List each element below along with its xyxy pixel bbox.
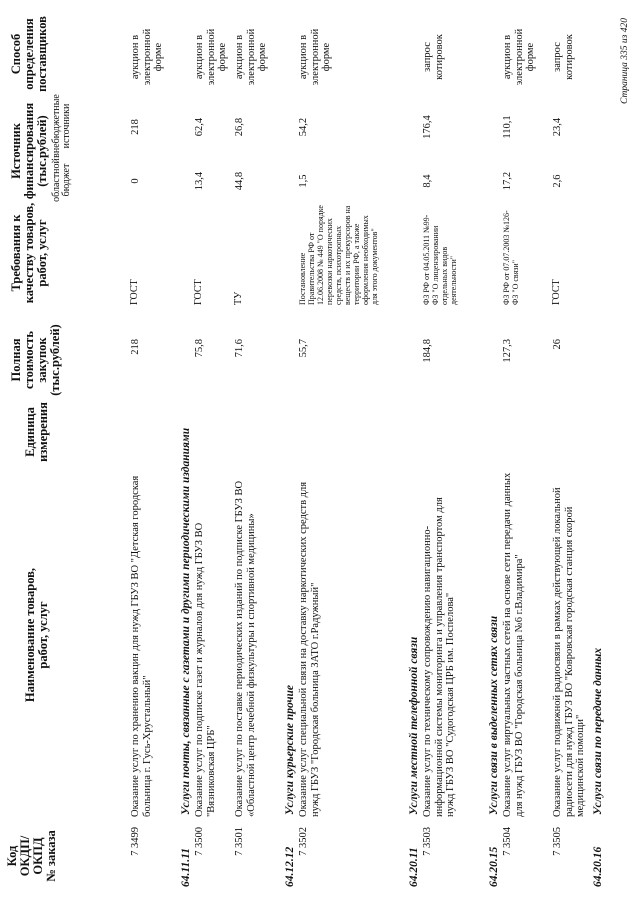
header-regional-line: областной: [51, 158, 62, 202]
header-code-line: ОКПД: [31, 837, 45, 875]
header-extra-line: внебюджетные: [51, 94, 62, 158]
header-name: [24, 505, 50, 765]
section-heading: [488, 616, 500, 887]
header-code: [6, 821, 58, 891]
item-name: Оказание услуг подвижной радиосвязи в рамках действующей локальной радиосети для нужд ГБУЗ ВО "Ковровская городская станция скорой медицинской помощи": [552, 487, 586, 817]
header-unit: [24, 399, 50, 465]
section-heading: [284, 685, 296, 887]
header-cost-line: (тыс.рублей): [48, 324, 62, 396]
regional-budget: 44,8: [234, 171, 245, 191]
section-title: Услуги почты, связанные с газетами и другими периодическими изданиями: [180, 427, 192, 815]
regional-budget: 1,5: [298, 174, 309, 188]
total-cost: 55,7: [298, 339, 309, 358]
header-req-line: Требования к: [9, 214, 23, 292]
extra-budget: 23,4: [552, 117, 563, 137]
total-cost: 75,8: [194, 339, 205, 358]
requirements: ГОСТ: [193, 279, 204, 305]
header-source-line: (тыс.рублей): [35, 115, 49, 187]
requirements: ГОСТ: [129, 279, 140, 305]
order-code: 7 3499: [130, 827, 141, 856]
section-code: 64.20.16: [592, 846, 604, 887]
header-cost: [10, 321, 62, 399]
section-code: 64.20.11: [408, 847, 420, 887]
section-code: 64.11.11: [180, 848, 192, 887]
section-title: Услуги местной телефонной связи: [408, 636, 420, 815]
header-method-line: поставщиков: [35, 16, 49, 92]
header-unit-line: измерения: [36, 402, 50, 462]
procurement-method: аукцион в электронной форме: [298, 28, 332, 86]
header-cost-line: закупок: [35, 337, 49, 383]
section-heading: [408, 637, 420, 887]
extra-budget: 62,4: [194, 117, 205, 137]
total-cost: 184,8: [422, 339, 433, 363]
total-cost: 127,3: [502, 339, 513, 363]
item-name: Оказание услуг по подписке газет и журналов для нужд ГБУЗ ВО "Вязниковская ЦРБ": [194, 522, 217, 817]
header-source-extra: [52, 93, 72, 159]
header-source: [10, 97, 49, 205]
section-title: Услуги курьерские прочие: [284, 684, 296, 815]
header-req-line: работ, услуг: [35, 219, 49, 287]
header-source-line: Источник: [9, 123, 23, 179]
header-cost-line: стоимость: [22, 331, 36, 389]
header-extra-line: источники: [61, 103, 72, 149]
procurement-method: запрос котировок: [422, 34, 445, 80]
order-code: 7 3501: [234, 827, 245, 856]
order-code: 7 3504: [502, 827, 513, 856]
procurement-method: запрос котировок: [552, 34, 575, 80]
item-name: Оказание услуг виртуальных частных сетей на основе сети передачи данных для нужд ГБУЗ ВО "Городская больница №6 г.Владимира": [502, 472, 525, 817]
header-source-line: финансирования: [22, 102, 36, 200]
regional-budget: 0: [130, 178, 141, 184]
header-unit-line: Единица: [23, 407, 37, 457]
total-cost: 26: [552, 339, 563, 350]
total-cost: 71,6: [234, 339, 245, 358]
extra-budget: 54,2: [298, 117, 309, 137]
header-source-regional: [52, 155, 72, 205]
regional-budget: 17,2: [502, 171, 513, 191]
order-code: 7 3505: [552, 827, 563, 856]
section-code: 64.20.15: [488, 846, 500, 887]
procurement-method: аукцион в электронной форме: [234, 28, 268, 86]
order-code: 7 3502: [298, 827, 309, 856]
section-title: Услуги связи в выделенных сетях связи: [488, 615, 500, 815]
header-name-line: работ, услуг: [36, 601, 50, 669]
extra-budget: 218: [130, 119, 141, 135]
order-code: 7 3503: [422, 827, 433, 856]
item-name: Оказание услуг по поставке периодических изданий по подписке ГБУЗ ВО «Областной центр лечебной физкультуры и спортивной медицины»: [234, 480, 257, 817]
order-code: 7 3500: [194, 827, 205, 856]
requirements: ФЗ РФ от 07.07.2003 №126-ФЗ "О связи": [502, 210, 520, 305]
requirements: Постановление Правительства РФ от 12.06.2008 № 449 "О порядке перевозки наркотических средств, психотропных веществ и их прекурсоров на территории РФ, а также оформления необходимых для этого документов": [298, 205, 379, 305]
regional-budget: 13,4: [194, 171, 205, 191]
header-name-line: Наименование товаров,: [23, 567, 37, 703]
procurement-method: аукцион в электронной форме: [502, 28, 536, 86]
extra-budget: 176,4: [422, 115, 433, 139]
procurement-method: аукцион в электронной форме: [130, 28, 164, 86]
regional-budget: 2,6: [552, 174, 563, 188]
requirements: ГОСТ: [551, 279, 562, 305]
header-regional-line: бюджет: [61, 163, 72, 197]
header-method-line: Способ: [9, 33, 23, 75]
item-name: Оказание услуг специальной связи на доставку наркотических средств для нужд ГБУЗ "Городская больница ЗАТО г.Радужный": [298, 481, 321, 817]
section-heading: [592, 648, 604, 887]
page-number: Страница 335 из 420: [620, 18, 630, 104]
header-requirements: [10, 197, 49, 309]
header-req-line: качеству товаров,: [22, 202, 36, 304]
regional-budget: 8,4: [422, 174, 433, 188]
item-name: Оказание услуг по хранению вакцин для нужд ГБУЗ ВО "Детская городская больница г. Гусь-Хрустальный": [130, 475, 153, 817]
header-code-line: № заказа: [44, 830, 58, 882]
total-cost: 218: [130, 339, 141, 355]
header-code-line: ОКДП/: [18, 835, 32, 877]
header-method: [10, 11, 49, 97]
extra-budget: 26,8: [234, 117, 245, 137]
section-code: 64.12.12: [284, 846, 296, 887]
header-cost-line: Полная: [9, 338, 23, 382]
procurement-method: аукцион в электронной форме: [194, 28, 228, 86]
header-code-line: Код: [5, 845, 19, 867]
header-method-line: определения: [22, 18, 36, 90]
extra-budget: 110,1: [502, 115, 513, 139]
requirements: ФЗ РФ от 04.05.2011 №99-ФЗ "О лицензировании отдельных видов деятельности": [422, 214, 458, 305]
item-name: Оказание услуг по техническому сопровождению навигационно-информационной системы мониторинга и управления транспортом для нужд ГБУЗ ВО "Судогодская ЦРБ им. Поспелова": [422, 497, 456, 817]
section-heading: [180, 428, 192, 887]
section-title: Услуги связи по передаче данных: [592, 647, 604, 815]
requirements: ТУ: [233, 291, 244, 305]
